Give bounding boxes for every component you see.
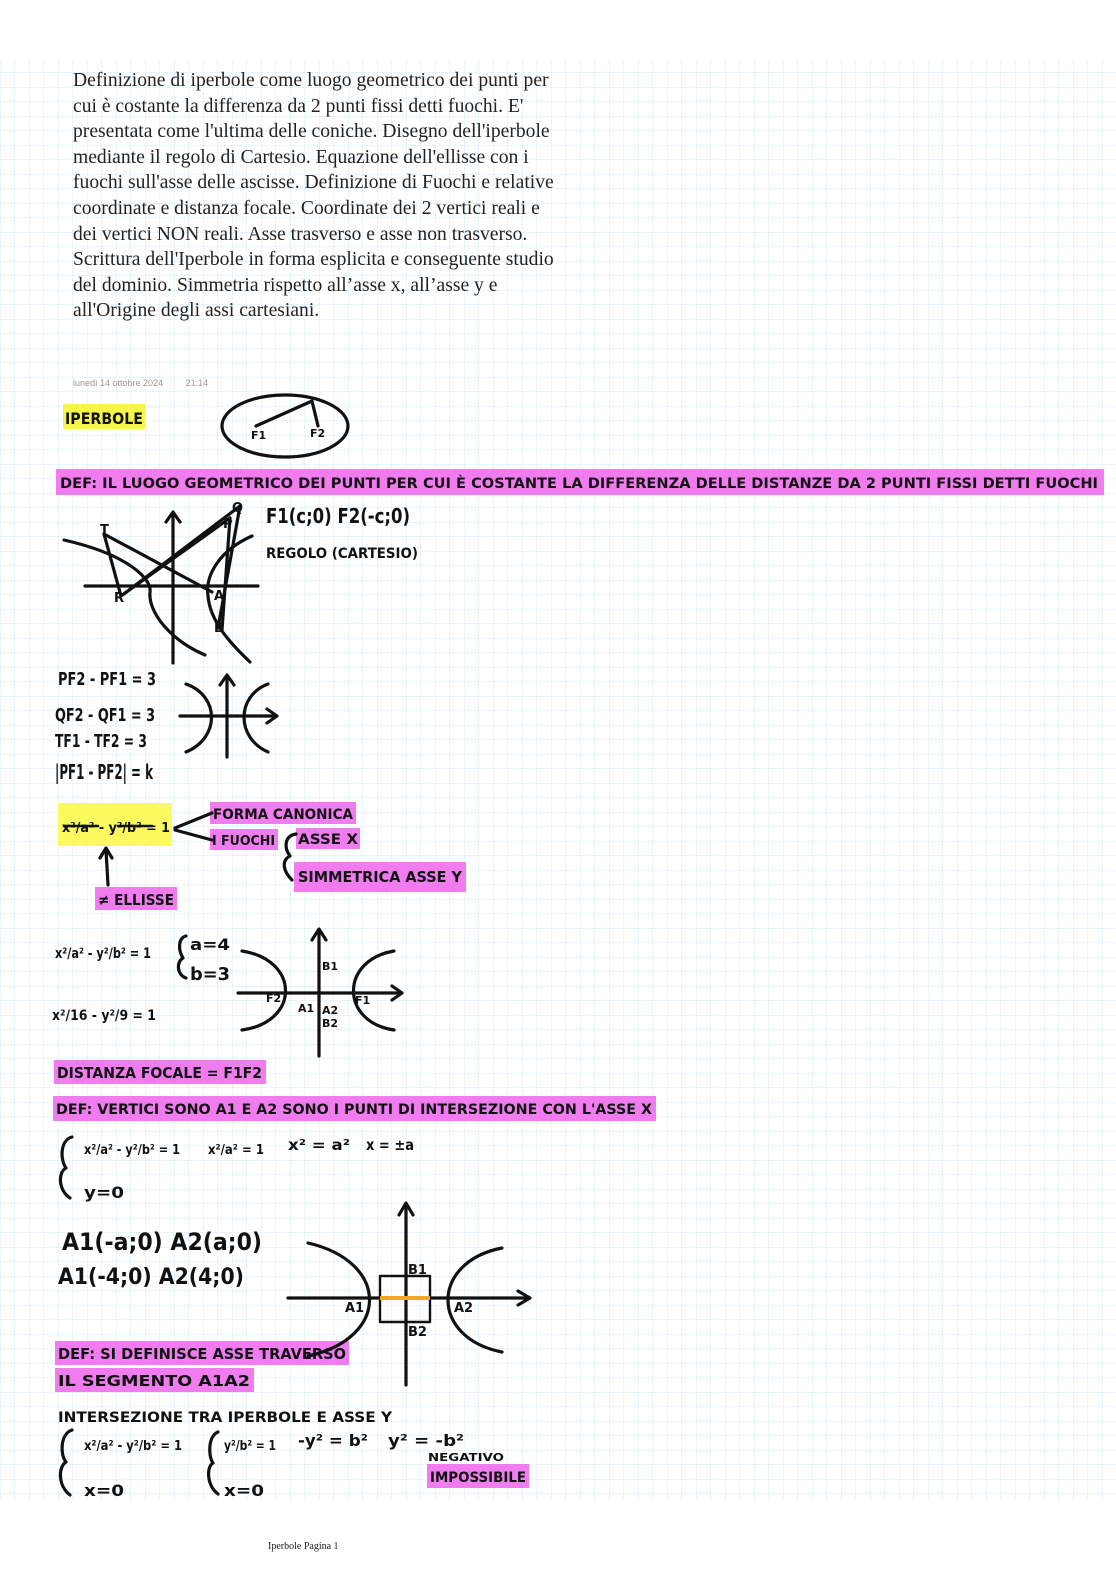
page-footer: Iperbole Pagina 1 [268,1541,339,1552]
brace-system-3 [209,1432,218,1494]
system3-equation: y²/b² = 1 [224,1439,276,1454]
system2-equation: x²/a² - y²/b² = 1 [84,1439,182,1454]
ellipse-f1-label: F1 [251,429,267,442]
segmento-label: IL SEGMENTO A1A2 [58,1372,250,1390]
example-equation-general: x²/a² - y²/b² = 1 [55,946,151,962]
ellipse-sketch [222,395,348,457]
equation-abs: |PF1 - PF2| = k [55,760,154,784]
i-fuochi-label: I FUOCHI [212,834,275,849]
canonical-equation: x²/a² - y²/b² = 1 [62,821,170,836]
brace-system-1 [60,1137,72,1198]
definition-text: DEF: IL LUOGO GEOMETRICO DEI PUNTI PER CUI È COSTANTE LA DIFFERENZA DELLE DISTANZE DA 2 PUNTI FISSI DETTI FUOCHI [60,476,1056,492]
vertices-general: A1(-a;0) A2(a;0) [62,1228,262,1256]
impossibile-label: IMPOSSIBILE [430,1470,526,1486]
equation-qf: QF2 - QF1 = 3 [55,705,155,726]
definition-asse-traverso: DEF: SI DEFINISCE ASSE TRAVERSO [58,1345,346,1363]
vertices-numeric: A1(-4;0) A2(4;0) [58,1265,244,1290]
brace-fuochi [284,834,296,880]
step-x-pm-a: x = ±a [366,1136,414,1154]
step-x2-over-a2: x²/a² = 1 [208,1143,264,1158]
graph2-b1: B1 [322,960,339,973]
regolo-label: REGOLO (CARTESIO) [266,546,418,562]
simmetrica-label: SIMMETRICA ASSE Y [298,868,464,886]
lesson-summary: Definizione di iperbole come luogo geometrico dei punti per cui è costante la differenza da 2 punti fissi detti fuochi. E' presentata come l'ultima delle coniche. Disegno dell'iperbole mediante il regolo di Cartesio. Equazione dell'ellisse con i fuochi sull'asse delle ascisse. Definizione di Fuochi e relative coordinate e distanza focale. Coordinate dei 2 vertici reali e dei vertici NON reali. Asse trasverso e asse non trasverso. Scrittura dell'Iperbole in forma esplicita e conseguente studio del dominio. Simmetria rispetto all’asse x, all’asse y e all'Origine degli assi cartesiani. [73,70,554,322]
timestamp-time: 21:14 [185,378,209,388]
graph2-b2: B2 [322,1017,339,1030]
distanza-focale: DISTANZA FOCALE = F1F2 [57,1064,262,1082]
equation-tf: TF1 - TF2 = 3 [55,731,147,752]
point-t: T [100,523,109,538]
example-hyperbola-sketch [238,929,402,1056]
step-y2-neg-b2: y² = -b² [388,1431,464,1450]
point-a: A [214,589,225,604]
forma-canonica-label: FORMA CANONICA [213,807,354,823]
system1-equation: x²/a² - y²/b² = 1 [84,1143,180,1158]
system1-condition: y=0 [84,1183,124,1202]
brace-system-ab [178,936,186,978]
point-r: R [114,591,125,606]
point-b: B [214,621,224,636]
negativo-label: NEGATIVO [428,1451,504,1464]
title-iperbole: IPERBOLE [65,409,143,428]
point-q: Q [232,501,244,516]
system2-condition: x=0 [84,1481,124,1500]
arrow-forma [175,813,212,828]
example-b: b=3 [190,964,230,985]
point-p: P [223,517,233,532]
foci-coordinates: F1(c;0) F2(-c;0) [266,504,410,528]
ellisse-label: ≠ ELLISSE [98,891,174,909]
step-x2-eq-a2: x² = a² [288,1136,350,1154]
brace-system-2 [60,1430,72,1495]
ellipse-rays [256,401,318,426]
graph3-b2: B2 [408,1325,427,1340]
definition-vertici: DEF: VERTICI SONO A1 E A2 SONO I PUNTI DI INTERSEZIONE CON L'ASSE X [56,1102,653,1118]
example-a: a=4 [190,935,230,954]
intersezione-label: INTERSEZIONE TRA IPERBOLE E ASSE Y [58,1410,393,1426]
step-neg-y2: -y² = b² [298,1431,368,1450]
graph2-a2: A2 [322,1004,339,1017]
small-hyperbola-sketch [180,675,277,757]
graph2-a1: A1 [298,1002,315,1015]
example-equation-numeric: x²/16 - y²/9 = 1 [52,1008,156,1024]
timestamp [73,378,228,388]
graph3-b1: B1 [408,1263,427,1278]
graph3-a2: A2 [454,1301,474,1316]
graph2-f1: F1 [355,994,371,1007]
timestamp-date: lunedì 14 ottobre 2024 [73,378,164,388]
asse-x-label: ASSE X [298,832,359,848]
equation-pf: PF2 - PF1 = 3 [58,669,156,690]
system3-condition: x=0 [224,1481,264,1500]
arrow-ellisse [106,850,108,885]
graph3-a1: A1 [345,1301,365,1316]
arrow-fuochi [175,830,212,840]
ellipse-f2-label: F2 [310,427,326,440]
graph2-f2: F2 [266,992,282,1005]
